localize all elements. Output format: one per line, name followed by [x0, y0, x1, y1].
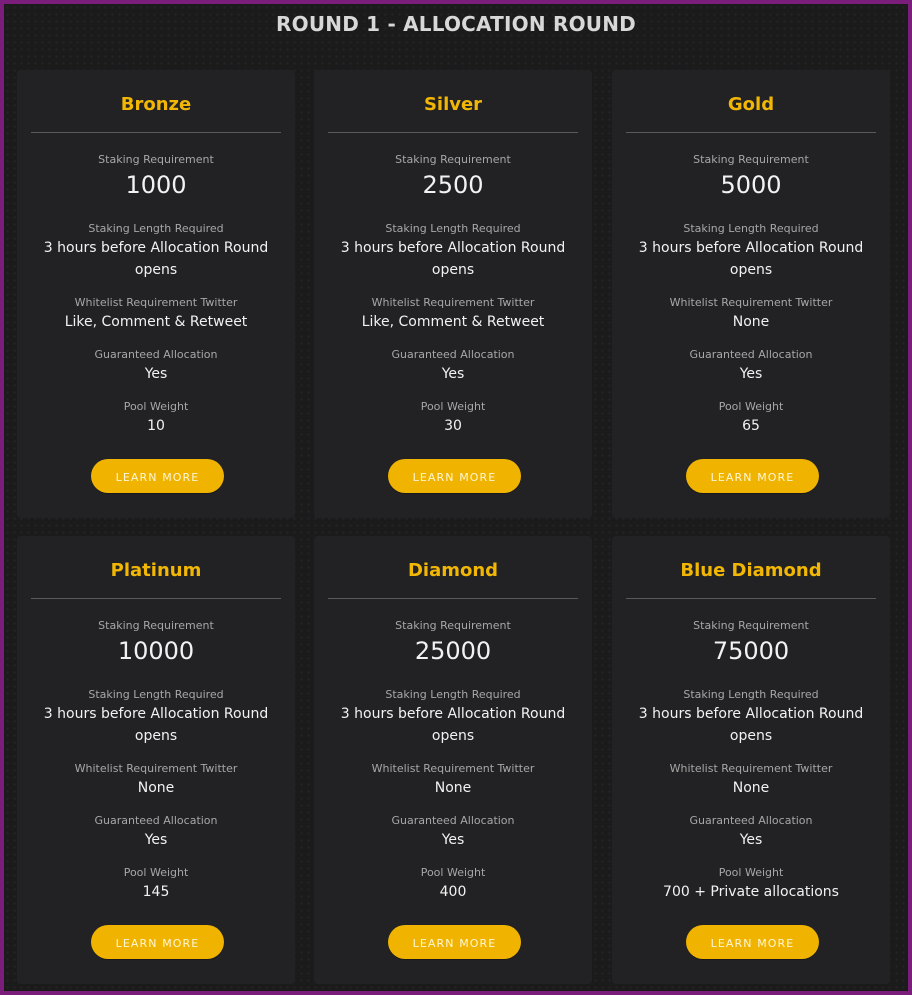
staking-length-value: 3 hours before Allocation Round opens — [340, 706, 566, 744]
staking-requirement-value: 25000 — [414, 637, 492, 665]
tier-card-bronze — [17, 70, 295, 518]
tier-divider — [31, 132, 281, 133]
whitelist-label: Whitelist Requirement Twitter — [74, 762, 238, 775]
staking-requirement-value: 10000 — [117, 637, 195, 665]
learn-more-label: LEARN MORE — [412, 936, 497, 950]
whitelist-value: None — [137, 780, 175, 796]
whitelist-value: None — [732, 314, 770, 330]
learn-more-button[interactable] — [91, 459, 224, 493]
guaranteed-allocation-value: Yes — [144, 832, 168, 848]
learn-more-button[interactable] — [686, 925, 819, 959]
whitelist-value: Like, Comment & Retweet — [64, 314, 248, 330]
guaranteed-allocation-value: Yes — [441, 366, 465, 382]
guaranteed-allocation-label: Guaranteed Allocation — [689, 348, 813, 361]
guaranteed-allocation-label: Guaranteed Allocation — [94, 348, 218, 361]
pool-weight-label: Pool Weight — [718, 400, 784, 413]
tier-title: Diamond — [407, 560, 499, 581]
staking-length-value: 3 hours before Allocation Round opens — [43, 706, 269, 744]
learn-more-button[interactable] — [686, 459, 819, 493]
pool-weight-label: Pool Weight — [123, 866, 189, 879]
whitelist-value: Like, Comment & Retweet — [361, 314, 545, 330]
whitelist-label: Whitelist Requirement Twitter — [669, 296, 833, 309]
tier-title: Gold — [727, 94, 775, 115]
guaranteed-allocation-label: Guaranteed Allocation — [391, 348, 515, 361]
staking-requirement-value: 1000 — [125, 171, 187, 199]
learn-more-label: LEARN MORE — [710, 936, 795, 950]
tier-title: Silver — [423, 94, 483, 115]
pool-weight-value: 65 — [742, 418, 760, 434]
pool-weight-label: Pool Weight — [718, 866, 784, 879]
staking-length-label: Staking Length Required — [88, 222, 224, 235]
tier-divider — [328, 132, 578, 133]
staking-requirement-label: Staking Requirement — [693, 153, 809, 166]
guaranteed-allocation-value: Yes — [441, 832, 465, 848]
staking-length-label: Staking Length Required — [385, 688, 521, 701]
staking-length-label: Staking Length Required — [88, 688, 224, 701]
learn-more-button[interactable] — [388, 459, 521, 493]
pool-weight-value: 30 — [444, 418, 462, 434]
whitelist-label: Whitelist Requirement Twitter — [371, 296, 535, 309]
learn-more-button[interactable] — [388, 925, 521, 959]
tier-divider — [328, 598, 578, 599]
guaranteed-allocation-label: Guaranteed Allocation — [94, 814, 218, 827]
staking-requirement-value: 2500 — [422, 171, 484, 199]
tier-grid — [17, 70, 890, 982]
tier-card-blue-diamond — [612, 536, 890, 984]
tier-divider — [31, 598, 281, 599]
whitelist-label: Whitelist Requirement Twitter — [371, 762, 535, 775]
staking-requirement-label: Staking Requirement — [98, 153, 214, 166]
staking-requirement-label: Staking Requirement — [395, 619, 511, 632]
staking-requirement-value: 5000 — [720, 171, 782, 199]
tier-divider — [626, 132, 876, 133]
tier-title: Bronze — [120, 94, 192, 115]
whitelist-label: Whitelist Requirement Twitter — [669, 762, 833, 775]
staking-requirement-label: Staking Requirement — [395, 153, 511, 166]
page-title: ROUND 1 - ALLOCATION ROUND — [276, 12, 636, 36]
tier-title: Blue Diamond — [680, 560, 822, 581]
learn-more-label: LEARN MORE — [115, 936, 200, 950]
staking-length-label: Staking Length Required — [385, 222, 521, 235]
tier-card-silver — [314, 70, 592, 518]
staking-length-value: 3 hours before Allocation Round opens — [638, 706, 864, 744]
guaranteed-allocation-value: Yes — [144, 366, 168, 382]
staking-length-value: 3 hours before Allocation Round opens — [43, 240, 269, 278]
tier-card-gold — [612, 70, 890, 518]
staking-requirement-label: Staking Requirement — [98, 619, 214, 632]
guaranteed-allocation-value: Yes — [739, 366, 763, 382]
pool-weight-value: 400 — [439, 884, 467, 900]
staking-length-label: Staking Length Required — [683, 222, 819, 235]
guaranteed-allocation-label: Guaranteed Allocation — [689, 814, 813, 827]
learn-more-label: LEARN MORE — [412, 470, 497, 484]
pool-weight-value: 700 + Private allocations — [663, 884, 839, 900]
staking-requirement-label: Staking Requirement — [693, 619, 809, 632]
whitelist-label: Whitelist Requirement Twitter — [74, 296, 238, 309]
guaranteed-allocation-value: Yes — [739, 832, 763, 848]
whitelist-value: None — [732, 780, 770, 796]
learn-more-label: LEARN MORE — [115, 470, 200, 484]
learn-more-label: LEARN MORE — [710, 470, 795, 484]
staking-length-value: 3 hours before Allocation Round opens — [638, 240, 864, 278]
tier-divider — [626, 598, 876, 599]
tier-title: Platinum — [110, 560, 202, 581]
guaranteed-allocation-label: Guaranteed Allocation — [391, 814, 515, 827]
pool-weight-value: 10 — [147, 418, 165, 434]
pool-weight-value: 145 — [142, 884, 170, 900]
whitelist-value: None — [434, 780, 472, 796]
staking-length-value: 3 hours before Allocation Round opens — [340, 240, 566, 278]
pool-weight-label: Pool Weight — [420, 400, 486, 413]
tier-card-platinum — [17, 536, 295, 984]
staking-requirement-value: 75000 — [712, 637, 790, 665]
learn-more-button[interactable] — [91, 925, 224, 959]
tier-card-diamond — [314, 536, 592, 984]
staking-length-label: Staking Length Required — [683, 688, 819, 701]
pool-weight-label: Pool Weight — [420, 866, 486, 879]
pool-weight-label: Pool Weight — [123, 400, 189, 413]
